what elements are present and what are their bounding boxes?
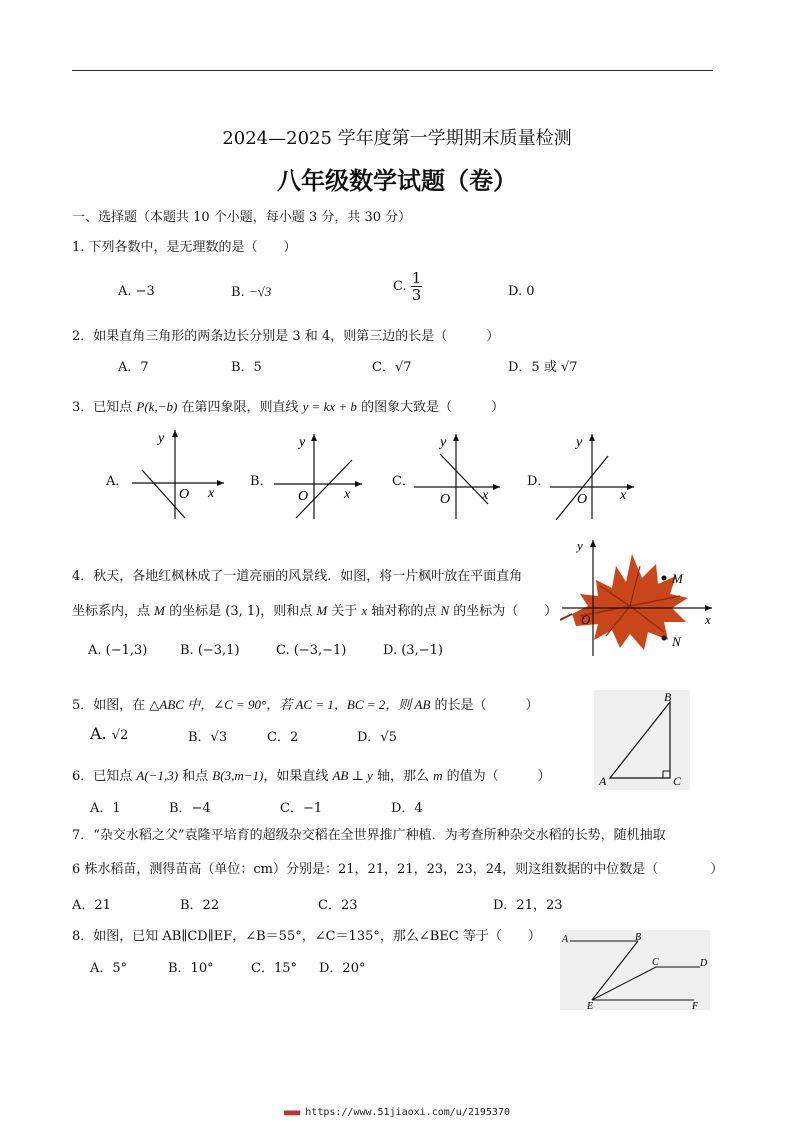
axis-y-label: y [576,435,583,450]
vertex-c-label: C [673,774,682,788]
q6-option-a: A．1 [90,801,121,816]
point-a-label: A [562,934,569,945]
point-d-label: D [700,958,708,969]
vertex-b-label: B [664,690,672,704]
exam-subtitle: 八年级数学试题（卷） [277,167,517,195]
q8-option-d: D．20° [319,961,366,976]
q2-option-c: C．√7 [372,360,412,375]
q3-graph-b [272,430,366,520]
axis-x-label: x [620,488,627,503]
q3-option-a: A． [106,474,129,489]
maple-leaf-icon [560,554,688,650]
q7-stem-line1: 7．“杂交水稻之父”袁隆平培育的超级杂交稻在全世界推广种植．为考查所种杂交水稻的长势，随机抽取 [72,828,666,843]
q4-option-a: A. (−1,3) [88,643,148,658]
q6-option-b: B．−4 [169,801,211,816]
origin-label: O [179,487,190,502]
axis-x-label: x [482,488,489,503]
q1-option-b: B. −√3 [231,284,272,300]
q4-stem-line2: 坐标系内，点 M 的坐标是 (3, 1)，则和点 M 关于 x 轴对称的点 N 的坐标为（ ） [72,603,558,619]
axis-y-label: y [577,538,583,553]
q1-stem: 1. 下列各数中，是无理数的是（ ） [72,240,297,255]
origin-label: O [577,492,588,507]
q5-option-c: C．2 [267,730,299,745]
q1-option-a: A. −3 [118,284,155,299]
q3-graph-d [548,430,638,520]
q8-option-b: B．10° [168,961,214,976]
q3-graph-c [412,430,504,520]
point-m-label: M [672,571,683,586]
q2-stem: 2．如果直角三角形的两条边长分别是 3 和 4，则第三边的长是（ ） [72,329,500,344]
point-n-label: N [672,634,681,649]
origin-label: O [581,612,591,627]
point-f-label: F [692,1001,699,1010]
point-b-label: B [635,932,642,943]
q3-graph-a [128,426,228,520]
point-e-label: E [587,1001,594,1010]
q6-option-c: C．−1 [280,801,323,816]
q4-stem-line1: 4．秋天，各地红枫林成了一道亮丽的风景线．如图，将一片枫叶放在平面直角 [72,569,523,584]
q2-option-a: A．7 [118,360,149,375]
q5-option-d: D．√5 [357,730,397,745]
q3-option-b: B． [250,474,273,489]
axis-y-label: y [440,435,447,450]
q7-option-b: B．22 [180,898,220,913]
q7-option-c: C．23 [318,898,358,913]
q3-stem: 3．已知点 P(k,−b) 在第四象限，则直线 y = kx + b 的图象大致是（ ） [72,399,505,415]
q2-option-b: B．5 [231,360,262,375]
maple-leaf-figure [560,536,720,658]
q4-option-c: C. (−3,−1) [276,643,347,658]
origin-label: O [298,489,309,504]
q8-stem: 8．如图，已知 AB∥CD∥EF，∠B＝55°，∠C＝135°，那么∠BEC 等于（ ） [72,929,541,944]
q7-stem-line2: 6 株水稻苗，测得苗高（单位：cm）分别是：21，21，21，23，23，24，则这组数据的中位数是（ ） [72,862,724,877]
footer-url[interactable]: https://www.51jiaoxi.com/u/2195370 [305,1107,510,1118]
q8-option-c: C．15° [251,961,297,976]
vertex-a-label: A [599,774,607,788]
right-triangle-figure [594,690,690,790]
q1-option-c: C. $\frac{1}{3}$ [393,269,422,304]
q3-option-c: C． [392,474,415,489]
parallel-lines-figure [560,930,710,1010]
q6-option-d: D．4 [391,801,423,816]
q7-option-d: D．21，23 [493,898,563,913]
axis-x-label: x [705,612,711,627]
axis-x-label: x [208,486,215,501]
q1-option-d: D. 0 [508,284,535,299]
q2-option-d: D．5 或 √7 [508,360,578,375]
fraction: $\frac{1}{3}$ [411,269,422,304]
axis-y-label: y [299,435,306,450]
q5-stem: 5．如图，在 △ABC 中，∠C = 90°，若 AC = 1，BC = 2，则 AB 的长是（ ） [72,697,539,713]
q5-option-a: A. √2 [90,724,129,743]
q7-option-a: A．21 [72,898,111,913]
q3-option-d: D． [527,474,551,489]
section-heading: 一、选择题（本题共 10 个小题，每小题 3 分，共 30 分） [72,210,412,225]
axis-x-label: x [344,487,351,502]
q4-option-d: D. (3,−1) [383,643,443,658]
point-c-label: C [652,957,659,968]
header-rule [72,70,713,71]
q6-stem: 6．已知点 A(−1,3) 和点 B(3,m−1)，如果直线 AB ⊥ y 轴，那么 m 的值为（ ） [72,768,551,784]
q4-option-b: B. (−3,1) [180,643,240,658]
footer-watermark [0,1107,794,1118]
q5-option-b: B．√3 [188,730,228,745]
origin-label: O [440,492,451,507]
exam-title: 2024—2025 学年度第一学期期末质量检测 [222,128,572,149]
footer-dots-icon: ■■■■ [284,1108,300,1117]
axis-y-label: y [158,431,165,446]
q8-option-a: A．5° [90,961,128,976]
